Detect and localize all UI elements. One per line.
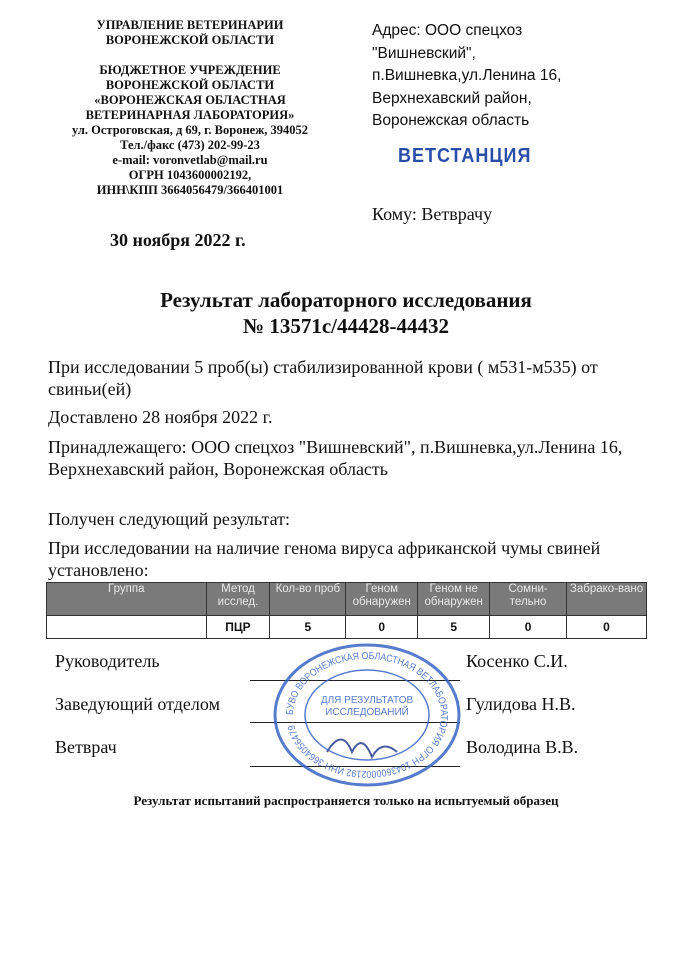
signature-name: Володина В.В. (466, 737, 579, 757)
address-line: Верхнехавский район, (372, 89, 532, 107)
address-block (372, 20, 561, 133)
result-intro: Получен следующий результат: (48, 509, 291, 529)
table-cell: 5 (270, 616, 346, 639)
signature-name: Косенко С.И. (466, 651, 568, 671)
seal-outer-text: БУВО ВОРОНЕЖСКАЯ ОБЛАСТНАЯ ВЕТЛАБОРАТОРИЯ ОГРН 1043600002192 ИНН 3664056479 (284, 650, 450, 780)
table-cell: ПЦР (206, 616, 270, 639)
column-header: Геном обнаружен (346, 583, 418, 616)
table-cell: 5 (418, 616, 490, 639)
address-line: Воронежская область (372, 112, 530, 129)
sender-line: ОГРН 1043600002192, (128, 168, 252, 182)
sender-line: УПРАВЛЕНИЕ ВЕТЕРИНАРИИ (96, 18, 284, 32)
study-text: При исследовании на наличие генома вируса африканской чумы свиней установлено: (48, 538, 601, 580)
sender-line: «ВОРОНЕЖСКАЯ ОБЛАСТНАЯ (94, 93, 286, 107)
address-line: "Вишневский", (372, 44, 476, 62)
column-header: Сомни-тельно (490, 583, 567, 616)
sender-line: e-mail: voronvetlab@mail.ru (112, 153, 268, 167)
owner-text: Принадлежащего: ООО спецхоз "Вишневский", п.Вишневка,ул.Ленина 16, Верхнехавский район, Воронежская область (48, 437, 623, 479)
table-cell (47, 616, 207, 639)
sender-line: ВОРОНЕЖСКОЙ ОБЛАСТИ (105, 78, 275, 92)
table-header-row (47, 583, 647, 616)
sender-line: БЮДЖЕТНОЕ УЧРЕЖДЕНИЕ (99, 63, 281, 77)
results-table (46, 582, 647, 639)
signature-role: Ветврач (55, 737, 117, 757)
signature-name: Гулидова Н.В. (466, 694, 576, 714)
footer-note: Результат испытаний распространяется только на испытуемый образец (133, 793, 559, 808)
sender-line: Тел./факс (473) 202-99-23 (120, 138, 260, 152)
column-header: Метод исслед. (206, 583, 270, 616)
delivered-text: Доставлено 28 ноября 2022 г. (48, 407, 273, 427)
seal-inner-text: ДЛЯ РЕЗУЛЬТАТОВ ИССЛЕДОВАНИЙ (320, 695, 414, 718)
column-header: Забрако-вано (567, 583, 647, 616)
document-date: 30 ноября 2022 г. (110, 230, 246, 250)
sender-line: ВОРОНЕЖСКОЙ ОБЛАСТИ (105, 33, 275, 47)
signature-role: Заведующий отделом (55, 694, 220, 714)
address-line: п.Вишневка,ул.Ленина 16, (372, 67, 562, 84)
address-line: Адрес: ООО спецхоз (372, 22, 523, 39)
samples-text: При исследовании 5 проб(ы) стабилизированной крови ( м531-м535) от свиньи(ей) (48, 357, 598, 399)
table-cell: 0 (346, 616, 418, 639)
signature-role: Руководитель (55, 651, 160, 671)
title-line: Результат лабораторного исследования (160, 288, 532, 312)
document-number: № 13571с/44428-44432 (242, 314, 449, 338)
sender-line: ул. Остроговская, д 69, г. Воронеж, 394052 (71, 123, 309, 137)
column-header: Группа (47, 583, 207, 616)
table-cell: 0 (490, 616, 567, 639)
sender-line: ИНН\КПП 3664056479/366401001 (96, 183, 284, 197)
document-title (0, 287, 692, 339)
column-header: Геном не обнаружен (418, 583, 490, 616)
sender-line: ВЕТЕРИНАРНАЯ ЛАБОРАТОРИЯ» (85, 108, 295, 122)
vetstation-stamp: ВЕТСТАНЦИЯ (398, 143, 532, 167)
column-header: Кол-во проб (270, 583, 346, 616)
table-cell: 0 (567, 616, 647, 639)
sender-block (40, 18, 340, 198)
recipient: Кому: Ветврачу (372, 204, 493, 224)
table-row (47, 616, 647, 639)
